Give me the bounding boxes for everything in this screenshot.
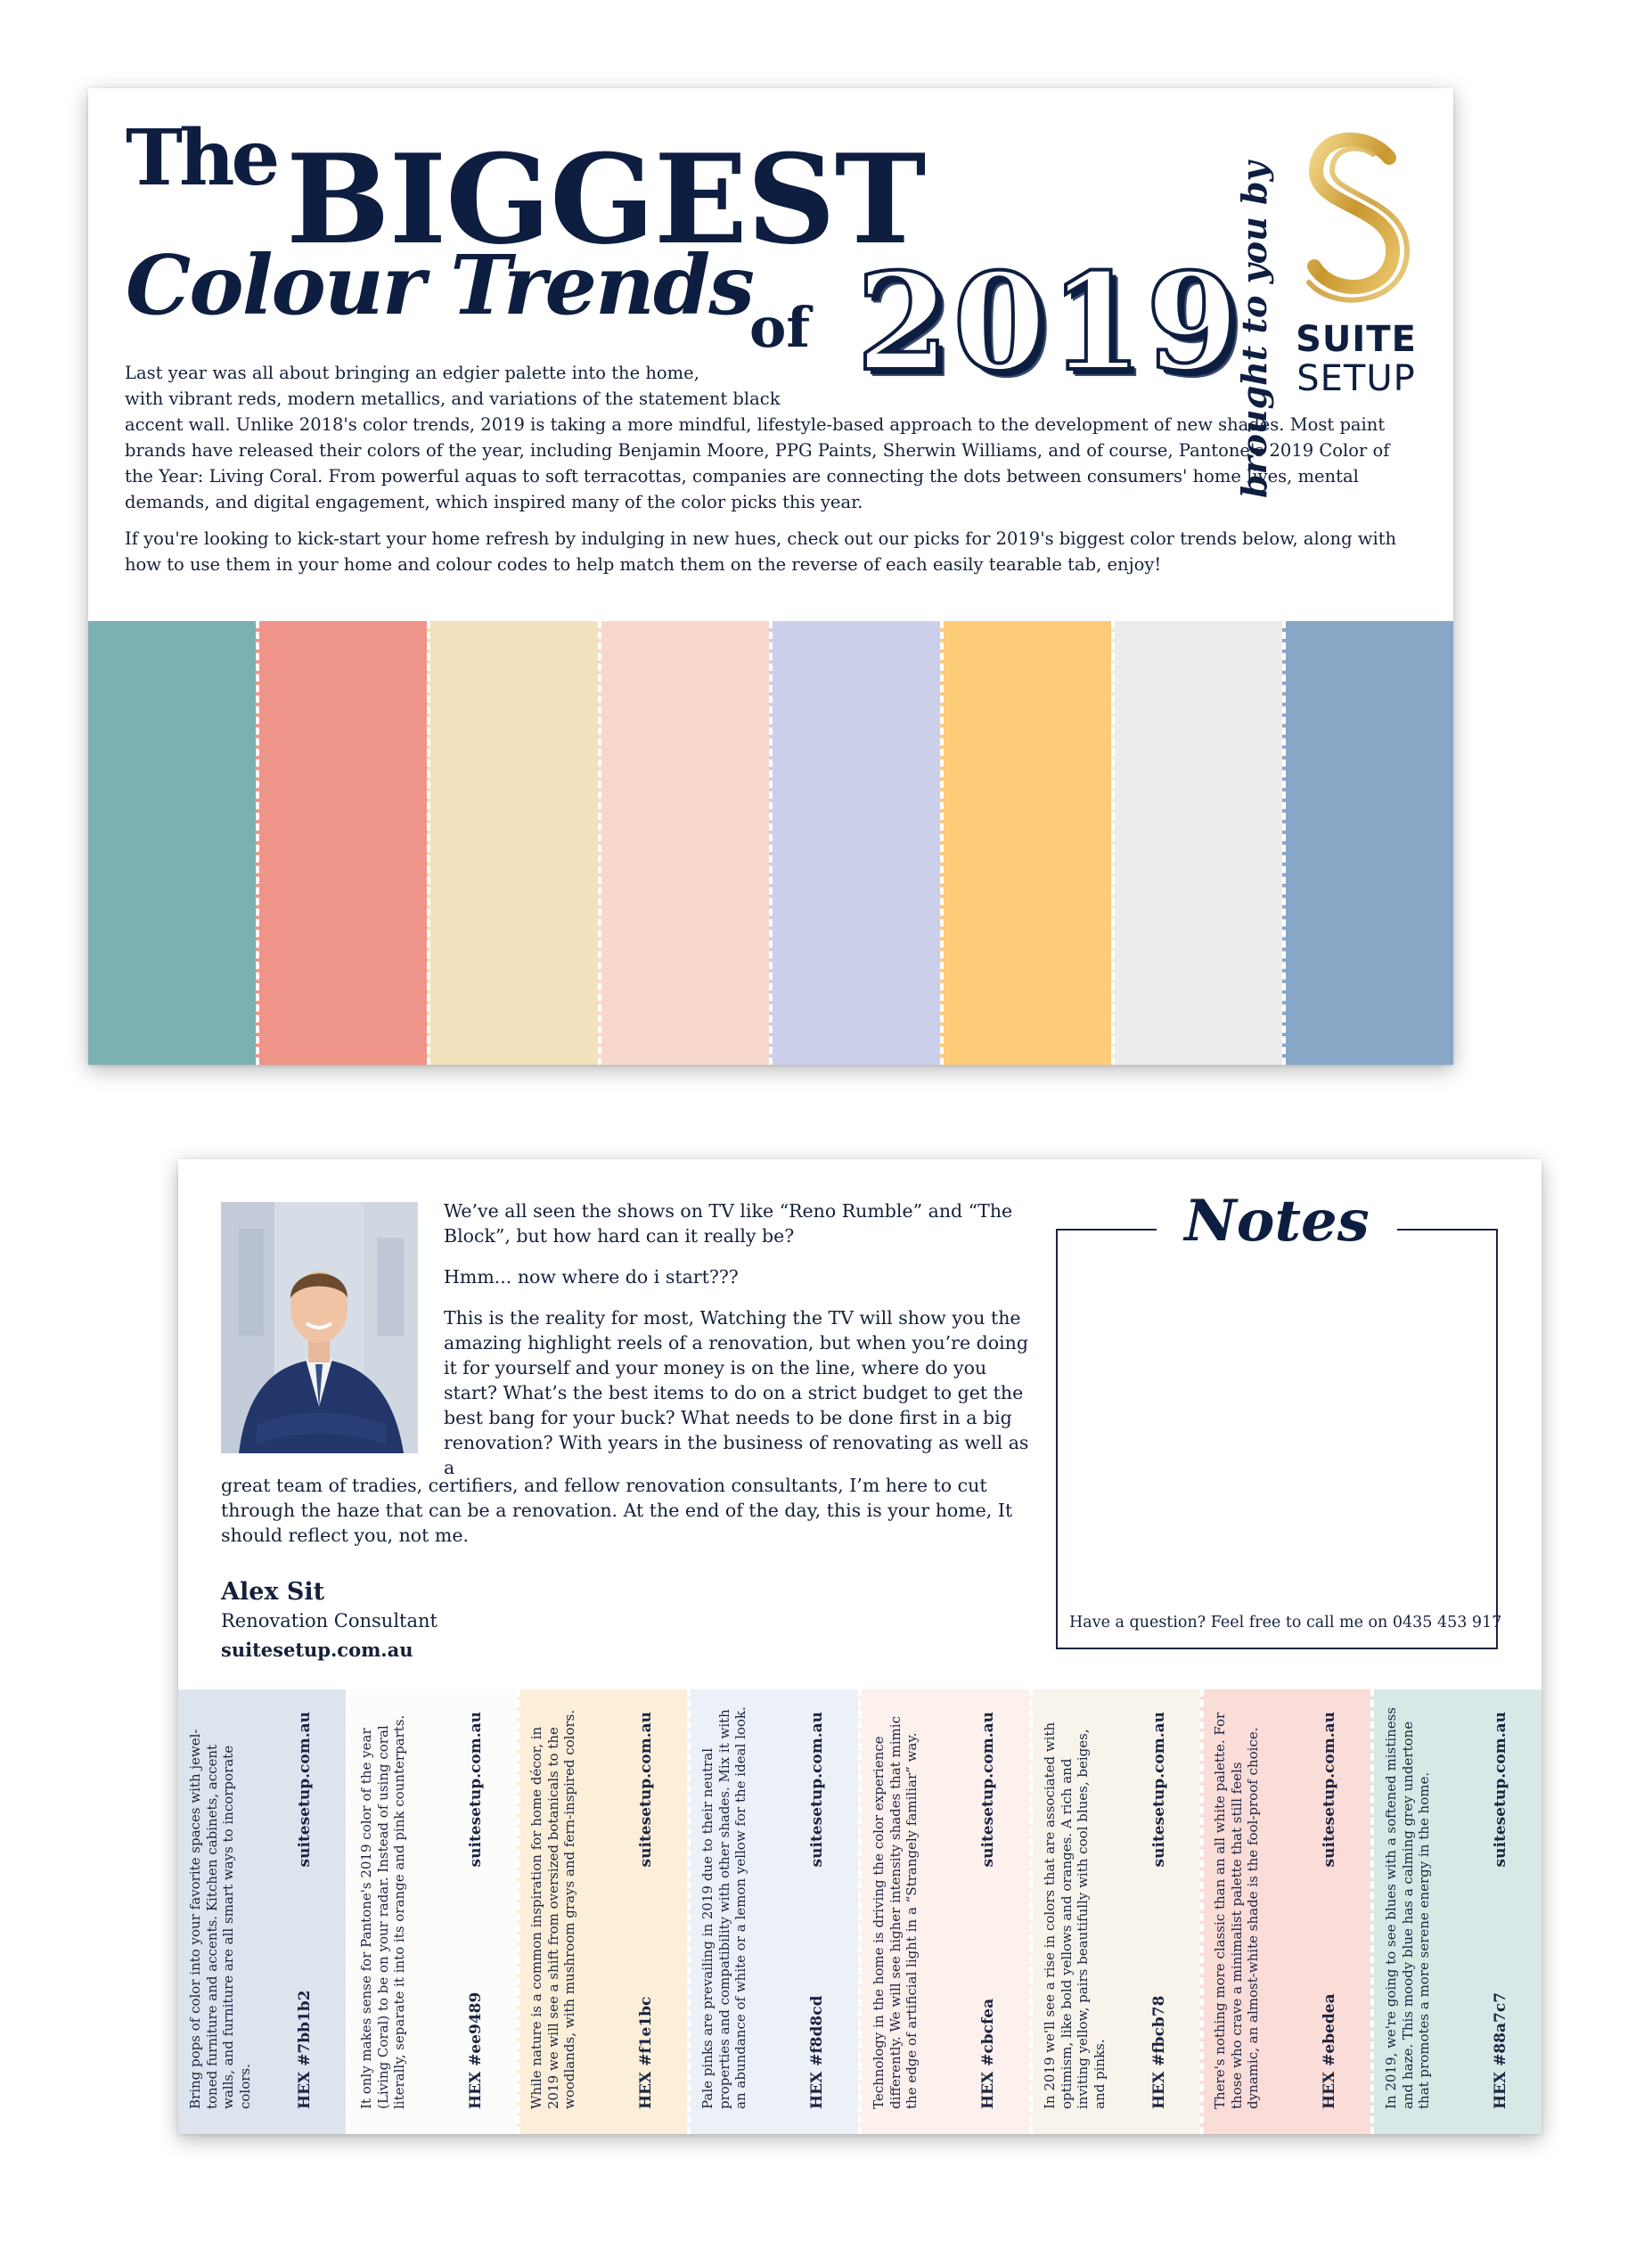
tab-8[interactable] [1370,1689,1542,2134]
bio-paragraph-1: We’ve all seen the shows on TV like “Reno Rumble” and “The Block”, but how hard can it really be? [444,1200,1013,1247]
tab-website: suitesetup.com.au [295,1711,314,1867]
intro-rest: accent wall. Unlike 2018's color trends, 2019 is taking a more mindful, lifestyle-based approach to the development of new shades. Most paint brands have released their colors of the year, including Benjamin Moore, PPG Paints, Sherwin Williams, and of course, Pantone's 2019 Color of the Year: Living Coral. From powerful aquas to soft terracottas, companies are connecting the dots between consumers' home lives, mental demands, and digital engagement, which inspired many of the color picks this year. [125,414,1390,512]
tab-hex-code: HEX #ee9489 [466,1991,485,2109]
tab-1[interactable] [178,1689,346,2134]
tab-website: suitesetup.com.au [808,1711,827,1867]
tab-hex-code: HEX #f1e1bc [637,1996,656,2109]
intro-line-1: Last year was all about bringing an edgier palette into the home, [125,363,699,383]
consultant-name: Alex Sit [221,1578,325,1606]
tab-description: Pale pinks are prevailing in 2019 due to their neutral properties and compatibility with other shades. Mix it with an abundance of white or a lemon yellow for the ideal look. [699,1705,749,2109]
tab-6[interactable] [1029,1689,1200,2134]
brought-to-you-by: brought to you by [1234,161,1274,498]
tab-website: suitesetup.com.au [637,1711,656,1867]
tab-description: In 2019, we're going to see blues with a softened mistiness and haze. This moody blue has a calming grey undertone that promotes a more serene energy in the home. [1383,1706,1433,2109]
tab-website: suitesetup.com.au [978,1711,997,1867]
tab-description: There's nothing more classic than an all white palette. For those who crave a minimalist palette that still feels dynamic, an almost-white shade is the fool-proof choice. [1212,1712,1262,2109]
title-biggest: BIGGEST [286,127,926,272]
logo-setup-text: SETUP [1296,358,1416,399]
consultant-title: Renovation Consultant [221,1610,438,1632]
bio-intro [444,1198,1041,1496]
tab-2[interactable] [346,1689,517,2134]
notes-box[interactable] [1056,1229,1502,1649]
tab-7[interactable] [1200,1689,1371,2134]
tab-description: Technology in the home is driving the color experience differently. We will see higher intensity shades that mimic the edge of artificial light in a “Strangely familiar” way. [870,1715,920,2109]
consultant-website[interactable]: suitesetup.com.au [221,1639,413,1661]
swatch-1[interactable] [88,621,256,1065]
swatch-4[interactable] [598,621,769,1065]
back-card [178,1159,1542,2134]
title-year: 2019 [856,244,1243,401]
tab-description: It only makes sense for Pantone's 2019 color of the year (Living Coral) to be on your radar. Instead of using coral literally, separate it into its orange and pink counterparts. [357,1714,407,2109]
tab-hex-code: HEX #f8d8cd [808,1995,827,2109]
colour-swatches [88,621,1453,1065]
tab-website: suitesetup.com.au [1492,1711,1510,1867]
person-photo-icon [221,1202,418,1453]
swatch-3[interactable] [427,621,598,1065]
tab-website: suitesetup.com.au [1149,1711,1168,1867]
swatch-6[interactable] [940,621,1111,1065]
swatch-8[interactable] [1282,621,1453,1065]
bio-continued [221,1473,1041,1564]
tab-hex-code: HEX #fbcb78 [1149,1995,1168,2109]
consultant-photo [221,1202,418,1453]
tab-description: While nature is a common inspiration for home décor, in 2019 we will see a shift from oversized botanicals to the woodlands, with mushroom grays and fern-inspired colors. [528,1709,578,2109]
bio-paragraph-2: Hmm... now where do i start??? [444,1266,739,1288]
tab-5[interactable] [858,1689,1029,2134]
title-the: The [126,113,277,203]
intro-paragraph-2: If you're looking to kick-start your home refresh by indulging in new hues, check out our picks for 2019's biggest color trends below, along with how to use them in your home and colour codes to help match them on the reverse of each easily tearable tab, enjoy! [125,528,1397,575]
title-of: of [749,295,811,360]
tab-website: suitesetup.com.au [466,1711,485,1867]
tab-4[interactable] [687,1689,858,2134]
swatch-2[interactable] [256,621,427,1065]
tab-description: In 2019 we'll see a rise in colors that are associated with optimism, like bold yellows and oranges. A rich and inviting yellow, pairs beautifully with cool blues, beiges, and pinks. [1041,1722,1108,2109]
tab-hex-code: HEX #cbcfea [978,1998,997,2109]
tab-hex-code: HEX #7bb1b2 [295,1989,314,2109]
tab-3[interactable] [517,1689,688,2134]
intro-text [125,360,1408,588]
tab-website: suitesetup.com.au [1321,1711,1339,1867]
tab-description: Bring pops of color into your favorite spaces with jewel-toned furniture and accents. Kitchen cabinets, accent walls, and furniture are all smart ways to incorporate colors. [186,1729,253,2109]
logo-suite-text: SUITE [1296,319,1417,360]
front-card [88,88,1453,1065]
bio-paragraph-4: great team of tradies, certifiers, and fellow renovation consultants, I’m here to cut through the haze that can be a renovation. At the end of the day, this is your home, It should reflect you, not me. [221,1475,1013,1546]
suite-setup-logo-icon [1282,124,1425,347]
swatch-7[interactable] [1111,621,1282,1065]
swatch-5[interactable] [769,621,940,1065]
notes-question: Have a question? Feel free to call me on 0435 453 917 [1069,1614,1502,1632]
intro-line-2: with vibrant reds, modern metallics, and variations of the statement black [125,388,781,409]
title-colour-trends: Colour Trends [126,237,754,333]
bio-paragraph-3: This is the reality for most, Watching the TV will show you the amazing highlight reels of a renovation, but when you’re doing it for yourself and your money is on the line, where do you start? What’s the best items to do on a strict budget to get the best bang for your buck? What needs to be done first in a big renovation? With years in the business of renovating as well as a [444,1307,1029,1478]
tearable-tabs [178,1689,1542,2134]
notes-title: Notes [1157,1186,1397,1257]
tab-hex-code: HEX #88a7c7 [1492,1991,1510,2109]
tab-hex-code: HEX #ebedea [1321,1992,1339,2109]
